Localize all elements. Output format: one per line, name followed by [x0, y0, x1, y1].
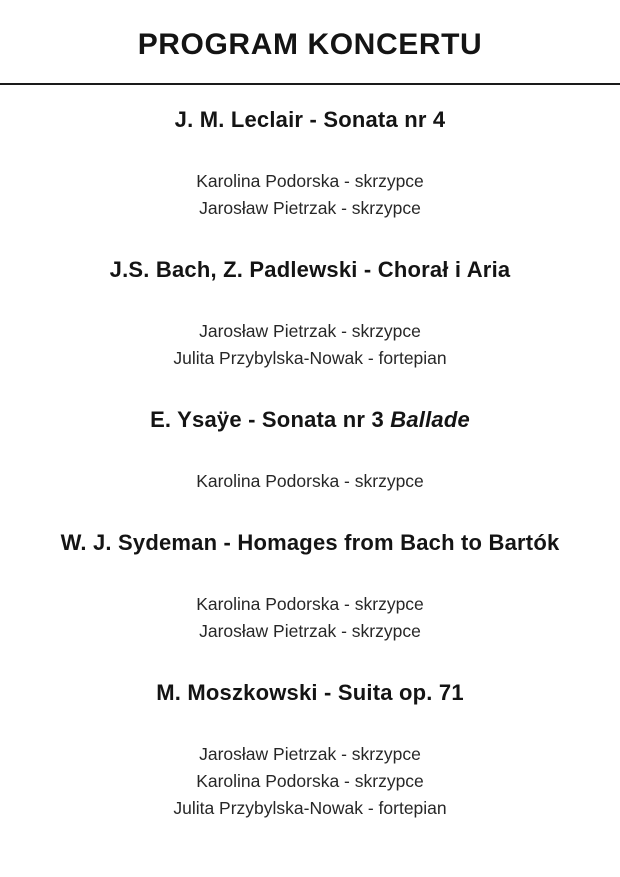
- title-divider: [0, 83, 620, 85]
- performer-line: Karolina Podorska - skrzypce: [196, 771, 424, 791]
- section-title: [0, 530, 620, 556]
- program-section-ysaye: [0, 407, 620, 495]
- performer-line: Julita Przybylska-Nowak - fortepian: [173, 798, 447, 818]
- section-title: [0, 407, 620, 433]
- section-title-text: J.S. Bach, Z. Padlewski - Chorał i Aria: [109, 257, 511, 282]
- section-title-text: M. Moszkowski - Suita op. 71: [156, 680, 464, 705]
- performer-line: Jarosław Pietrzak - skrzypce: [199, 198, 421, 218]
- performer-line: Karolina Podorska - skrzypce: [196, 171, 424, 191]
- performer-line: Jarosław Pietrzak - skrzypce: [199, 321, 421, 341]
- program-section-moszkowski: [0, 680, 620, 822]
- performer-list: [0, 741, 620, 822]
- section-title-text: E. Ysaÿe - Sonata nr 3: [150, 407, 391, 432]
- performer-line: Karolina Podorska - skrzypce: [196, 471, 424, 491]
- section-title: [0, 107, 620, 133]
- program-section-leclair: [0, 107, 620, 222]
- section-title-text: W. J. Sydeman - Homages from Bach to Bartók: [60, 530, 560, 555]
- program-section-sydeman: [0, 530, 620, 645]
- performer-list: [0, 591, 620, 645]
- performer-line: Jarosław Pietrzak - skrzypce: [199, 744, 421, 764]
- section-title-text: J. M. Leclair - Sonata nr 4: [174, 107, 446, 132]
- performer-list: [0, 468, 620, 495]
- performer-list: [0, 318, 620, 372]
- performer-line: Jarosław Pietrzak - skrzypce: [199, 621, 421, 641]
- section-title-italic: Ballade: [390, 407, 470, 432]
- program-section-bach-padlewski: [0, 257, 620, 372]
- performer-list: [0, 168, 620, 222]
- section-title: [0, 680, 620, 706]
- page-title: PROGRAM KONCERTU: [137, 28, 483, 61]
- section-title: [0, 257, 620, 283]
- program-list: [0, 107, 620, 822]
- performer-line: Karolina Podorska - skrzypce: [196, 594, 424, 614]
- performer-line: Julita Przybylska-Nowak - fortepian: [173, 348, 447, 368]
